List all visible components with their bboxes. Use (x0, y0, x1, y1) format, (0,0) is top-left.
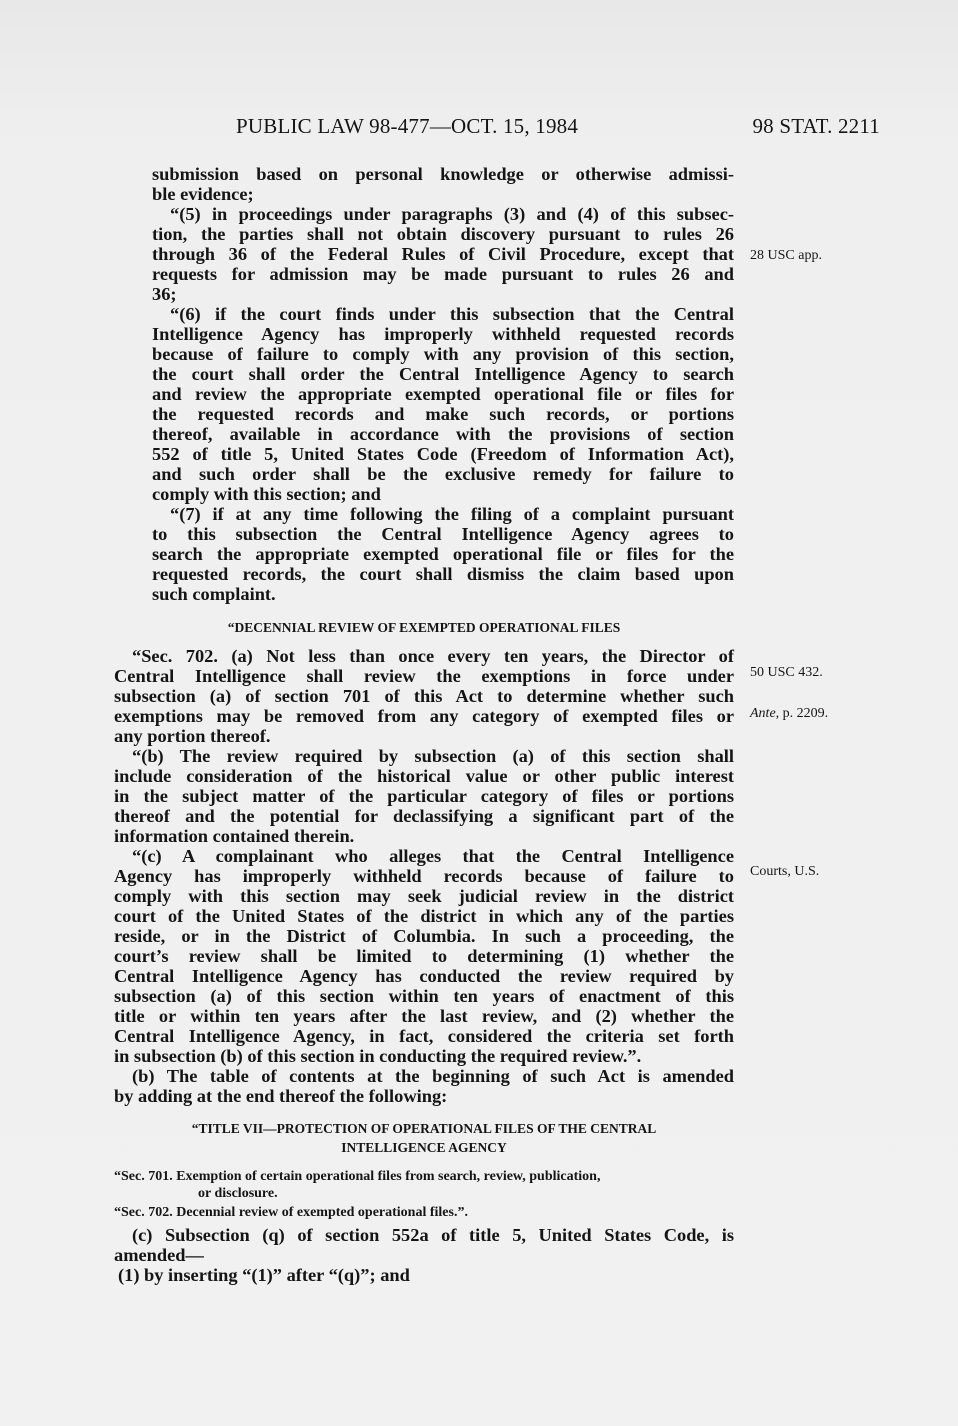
text-line: through 36 of the Federal Rules of Civil Procedure, except that (152, 244, 734, 264)
text-line: court of the United States of the district in which any of the parties (114, 906, 734, 926)
text-line: any portion thereof. (114, 726, 271, 746)
text-line: comply with this section may seek judicial review in the district (114, 886, 734, 906)
text-line: (1) by inserting “(1)” after “(q)”; and (118, 1265, 410, 1285)
text-line: Agency has improperly withheld records because of failure to (114, 866, 734, 886)
text-line: “(b) The review required by subsection (a) of this section shall (132, 746, 734, 766)
text-line: requests for admission may be made pursuant to rules 26 and (152, 264, 734, 284)
text-line: tion, the parties shall not obtain discovery pursuant to rules 26 (152, 224, 734, 244)
text-line: reside, or in the District of Columbia. In such a proceeding, the (114, 926, 734, 946)
margin-note-ante-word: Ante, (750, 706, 780, 721)
toc-entry: “Sec. 701. Exemption of certain operational files from search, review, publication, (114, 1169, 601, 1184)
text-line: Intelligence Agency has improperly withheld requested records (152, 324, 734, 344)
law-text (114, 164, 734, 1285)
text-line: “Sec. 702. (a) Not less than once every ten years, the Director of (132, 646, 734, 666)
text-line: title or within ten years after the last review, and (2) whether the (114, 1006, 734, 1026)
text-line: in the subject matter of the particular category of files or portions (114, 786, 734, 806)
text-line: 36; (152, 284, 177, 304)
text-line: ble evidence; (152, 184, 254, 204)
running-title: PUBLIC LAW 98-477—OCT. 15, 1984 (236, 114, 579, 138)
margin-note-ante (750, 706, 828, 722)
text-line: “(6) if the court finds under this subsection that the Central (170, 304, 734, 324)
text-line: requested records, the court shall dismiss the claim based upon (152, 564, 734, 584)
text-line: amended— (114, 1245, 204, 1265)
text-line: such complaint. (152, 584, 276, 604)
text-line: and such order shall be the exclusive remedy for failure to (152, 464, 734, 484)
text-line: exemptions may be removed from any category of exempted files or (114, 706, 734, 726)
text-line: Central Intelligence Agency, in fact, considered the criteria set forth (114, 1026, 734, 1046)
text-line: subsection (a) of this section within ten years of enactment of this (114, 986, 734, 1006)
toc-entry-continued: or disclosure. (198, 1186, 278, 1201)
toc-title: “TITLE VII—PROTECTION OF OPERATIONAL FILES OF THE CENTRAL (191, 1121, 657, 1136)
margin-note-28-usc-app: 28 USC app. (750, 248, 822, 263)
text-line: the court shall order the Central Intelligence Agency to search (152, 364, 734, 384)
text-line: “(7) if at any time following the filing of a complaint pursuant (170, 504, 734, 524)
toc-entry: “Sec. 702. Decennial review of exempted operational files.”. (114, 1205, 468, 1220)
text-line: subsection (a) of section 701 of this Act to determine whether such (114, 686, 734, 706)
text-line: “(5) in proceedings under paragraphs (3) and (4) of this subsec- (170, 204, 734, 224)
text-line: the requested records and make such records, or portions (152, 404, 734, 424)
toc-title-continued: INTELLIGENCE AGENCY (341, 1140, 507, 1155)
text-line: court’s review shall be limited to determining (1) whether the (114, 946, 734, 966)
text-line: Central Intelligence shall review the exemptions in force under (114, 666, 734, 686)
text-line: (c) Subsection (q) of section 552a of title 5, United States Code, is (132, 1225, 734, 1245)
text-line: information contained therein. (114, 826, 355, 846)
statute-page-number: 98 STAT. 2211 (752, 114, 880, 138)
text-line: Central Intelligence Agency has conducted the review required by (114, 966, 734, 986)
margin-note-50-usc-432: 50 USC 432. (750, 665, 823, 680)
text-line: “(c) A complainant who alleges that the Central Intelligence (132, 846, 734, 866)
text-line: search the appropriate exempted operational file or files for the (152, 544, 734, 564)
text-line: thereof and the potential for declassifying a significant part of the (114, 806, 734, 826)
margin-note-courts: Courts, U.S. (750, 864, 820, 879)
margin-note-ante-page: p. 2209. (782, 706, 829, 721)
text-line: comply with this section; and (152, 484, 381, 504)
text-line: in subsection (b) of this section in conducting the required review.”. (114, 1046, 642, 1066)
text-line: and review the appropriate exempted operational file or files for (152, 384, 734, 404)
text-line: submission based on personal knowledge or otherwise admissi- (152, 164, 734, 184)
text-line: 552 of title 5, United States Code (Freedom of Information Act), (152, 444, 734, 464)
text-line: because of failure to comply with any provision of this section, (152, 344, 734, 364)
text-line: (b) The table of contents at the beginning of such Act is amended (132, 1066, 734, 1086)
text-line: to this subsection the Central Intelligence Agency agrees to (152, 524, 734, 544)
page-header (236, 114, 880, 144)
text-line: by adding at the end thereof the following: (114, 1086, 448, 1106)
text-line: thereof, available in accordance with the provisions of section (152, 424, 734, 444)
text-line: include consideration of the historical value or other public interest (114, 766, 734, 786)
section-heading: “DECENNIAL REVIEW OF EXEMPTED OPERATIONAL FILES (227, 620, 621, 635)
